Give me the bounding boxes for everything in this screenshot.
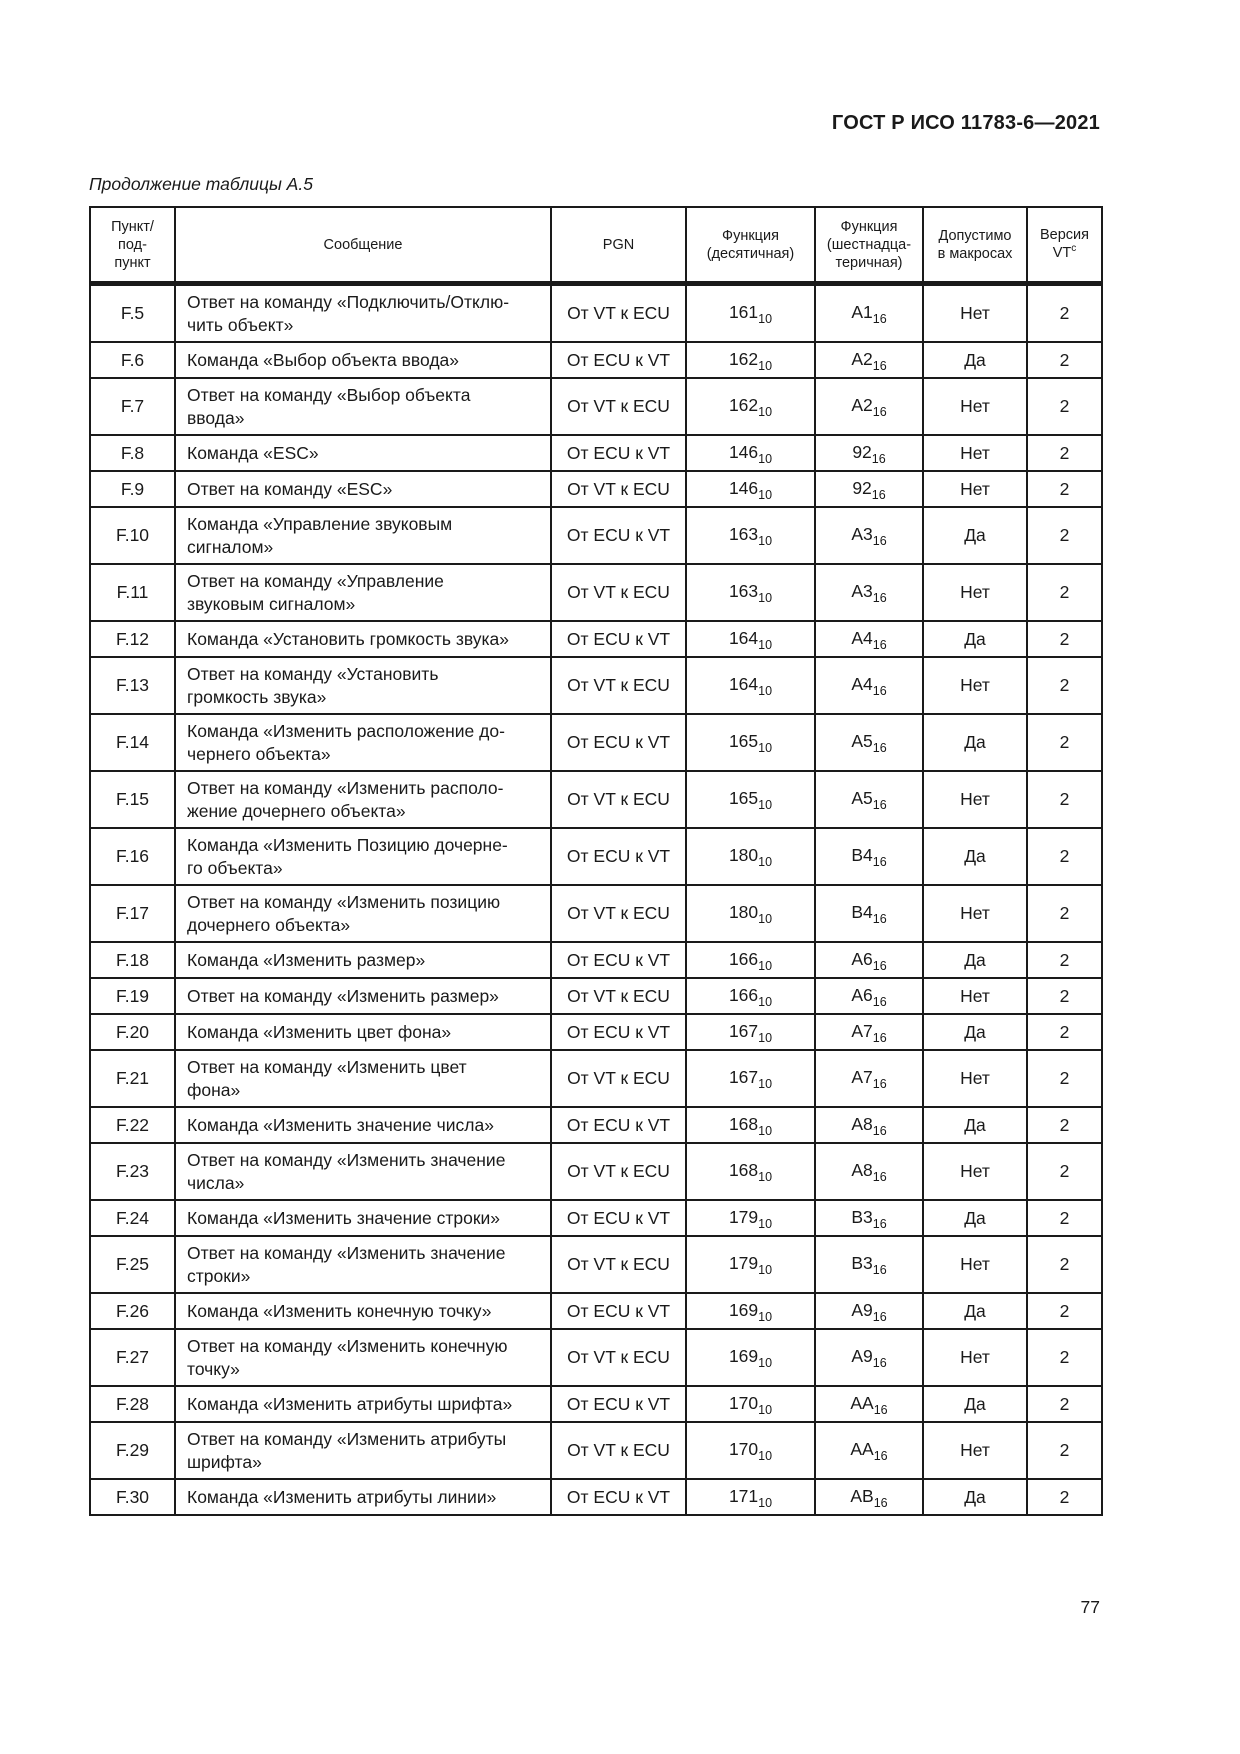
cell-function-hex: $A4_{16}$ — [815, 621, 923, 657]
cell-pgn: От ECU к VT — [551, 435, 686, 471]
cell-pgn: От ECU к VT — [551, 1014, 686, 1050]
cell-message: Ответ на команду «Подключить/Отклю- чить объект» — [175, 284, 551, 343]
cell-version: 2 — [1027, 342, 1102, 378]
cell-message: Ответ на команду «Изменить позицию дочернего объекта» — [175, 885, 551, 942]
cell-macro: Нет — [923, 378, 1027, 435]
cell-item: F.10 — [90, 507, 175, 564]
table-row — [90, 942, 1102, 978]
table-row — [90, 471, 1102, 507]
cell-function-hex: $A1_{16}$ — [815, 284, 923, 343]
cell-version: 2 — [1027, 771, 1102, 828]
cell-function-hex: $A7_{16}$ — [815, 1050, 923, 1107]
cell-item: F.24 — [90, 1200, 175, 1236]
cell-item: F.13 — [90, 657, 175, 714]
table-row — [90, 1479, 1102, 1515]
cell-message: Команда «Изменить атрибуты линии» — [175, 1479, 551, 1515]
cell-macro: Да — [923, 714, 1027, 771]
cell-pgn: От VT к ECU — [551, 978, 686, 1014]
cell-function-decimal: $164_{10}$ — [686, 657, 815, 714]
cell-function-hex: $B3_{16}$ — [815, 1200, 923, 1236]
table-row — [90, 1236, 1102, 1293]
table-row — [90, 1386, 1102, 1422]
cell-function-decimal: $179_{10}$ — [686, 1200, 815, 1236]
table-row — [90, 342, 1102, 378]
cell-pgn: От ECU к VT — [551, 1479, 686, 1515]
cell-item: F.26 — [90, 1293, 175, 1329]
table-row — [90, 771, 1102, 828]
cell-message: Ответ на команду «Изменить размер» — [175, 978, 551, 1014]
cell-pgn: От VT к ECU — [551, 1050, 686, 1107]
cell-pgn: От VT к ECU — [551, 657, 686, 714]
cell-function-hex: $A5_{16}$ — [815, 771, 923, 828]
cell-pgn: От VT к ECU — [551, 1329, 686, 1386]
cell-message: Ответ на команду «Выбор объекта ввода» — [175, 378, 551, 435]
cell-function-hex: $B4_{16}$ — [815, 885, 923, 942]
cell-function-decimal: $166_{10}$ — [686, 942, 815, 978]
cell-macro: Нет — [923, 657, 1027, 714]
cell-version: 2 — [1027, 1050, 1102, 1107]
cell-item: F.30 — [90, 1479, 175, 1515]
table-row — [90, 1107, 1102, 1143]
cell-macro: Нет — [923, 471, 1027, 507]
cell-message: Команда «Изменить цвет фона» — [175, 1014, 551, 1050]
table-row — [90, 1422, 1102, 1479]
cell-function-decimal: $165_{10}$ — [686, 771, 815, 828]
cell-macro: Нет — [923, 885, 1027, 942]
cell-message: Команда «ESC» — [175, 435, 551, 471]
cell-version: 2 — [1027, 564, 1102, 621]
cell-function-decimal: $180_{10}$ — [686, 828, 815, 885]
cell-item: F.5 — [90, 284, 175, 343]
cell-message: Команда «Изменить конечную точку» — [175, 1293, 551, 1329]
cell-macro: Нет — [923, 1329, 1027, 1386]
cell-message: Ответ на команду «Изменить располо- жение дочернего объекта» — [175, 771, 551, 828]
cell-pgn: От VT к ECU — [551, 564, 686, 621]
cell-message: Команда «Изменить размер» — [175, 942, 551, 978]
cell-pgn: От ECU к VT — [551, 1107, 686, 1143]
cell-function-decimal: $171_{10}$ — [686, 1479, 815, 1515]
cell-message: Ответ на команду «ESC» — [175, 471, 551, 507]
table-row — [90, 284, 1102, 343]
cell-version: 2 — [1027, 828, 1102, 885]
cell-macro: Да — [923, 1479, 1027, 1515]
cell-function-decimal: $169_{10}$ — [686, 1293, 815, 1329]
cell-item: F.8 — [90, 435, 175, 471]
cell-function-decimal: $146_{10}$ — [686, 471, 815, 507]
cell-version: 2 — [1027, 507, 1102, 564]
header-function-decimal: Функция (десятичная) — [686, 207, 815, 284]
header-item: Пункт/ под- пункт — [90, 207, 175, 284]
cell-function-hex: $AA_{16}$ — [815, 1422, 923, 1479]
cell-pgn: От VT к ECU — [551, 771, 686, 828]
header-message: Сообщение — [175, 207, 551, 284]
cell-function-decimal: $167_{10}$ — [686, 1050, 815, 1107]
cell-item: F.7 — [90, 378, 175, 435]
cell-message: Команда «Изменить Позицию дочерне- го объекта» — [175, 828, 551, 885]
table-row — [90, 657, 1102, 714]
cell-macro: Да — [923, 507, 1027, 564]
table-row — [90, 714, 1102, 771]
cell-pgn: От ECU к VT — [551, 1386, 686, 1422]
table-row — [90, 621, 1102, 657]
cell-version: 2 — [1027, 471, 1102, 507]
cell-function-decimal: $168_{10}$ — [686, 1107, 815, 1143]
cell-pgn: От VT к ECU — [551, 284, 686, 343]
cell-item: F.19 — [90, 978, 175, 1014]
cell-item: F.16 — [90, 828, 175, 885]
cell-function-hex: $A5_{16}$ — [815, 714, 923, 771]
table-body — [90, 284, 1102, 1516]
table-row — [90, 885, 1102, 942]
cell-function-decimal: $170_{10}$ — [686, 1386, 815, 1422]
cell-function-decimal: $179_{10}$ — [686, 1236, 815, 1293]
table-row — [90, 1293, 1102, 1329]
cell-pgn: От ECU к VT — [551, 1200, 686, 1236]
cell-function-hex: $92_{16}$ — [815, 435, 923, 471]
cell-item: F.18 — [90, 942, 175, 978]
cell-pgn: От VT к ECU — [551, 1236, 686, 1293]
cell-version: 2 — [1027, 885, 1102, 942]
cell-pgn: От ECU к VT — [551, 714, 686, 771]
cell-pgn: От ECU к VT — [551, 828, 686, 885]
cell-item: F.17 — [90, 885, 175, 942]
cell-macro: Нет — [923, 1050, 1027, 1107]
cell-function-hex: $A2_{16}$ — [815, 342, 923, 378]
cell-version: 2 — [1027, 621, 1102, 657]
cell-function-decimal: $163_{10}$ — [686, 507, 815, 564]
cell-item: F.23 — [90, 1143, 175, 1200]
cell-function-hex: $A2_{16}$ — [815, 378, 923, 435]
cell-message: Команда «Управление звуковым сигналом» — [175, 507, 551, 564]
table-row — [90, 378, 1102, 435]
cell-version: 2 — [1027, 714, 1102, 771]
header-version: Версия $VT^c$ — [1027, 207, 1102, 284]
cell-version: 2 — [1027, 978, 1102, 1014]
cell-version: 2 — [1027, 378, 1102, 435]
cell-item: F.20 — [90, 1014, 175, 1050]
cell-function-decimal: $169_{10}$ — [686, 1329, 815, 1386]
table-row — [90, 1143, 1102, 1200]
cell-version: 2 — [1027, 1236, 1102, 1293]
cell-item: F.9 — [90, 471, 175, 507]
cell-version: 2 — [1027, 1014, 1102, 1050]
cell-pgn: От VT к ECU — [551, 471, 686, 507]
cell-version: 2 — [1027, 1479, 1102, 1515]
cell-pgn: От VT к ECU — [551, 1143, 686, 1200]
cell-pgn: От VT к ECU — [551, 378, 686, 435]
cell-item: F.15 — [90, 771, 175, 828]
cell-item: F.6 — [90, 342, 175, 378]
cell-function-hex: $92_{16}$ — [815, 471, 923, 507]
cell-version: 2 — [1027, 657, 1102, 714]
cell-macro: Да — [923, 621, 1027, 657]
table-row — [90, 828, 1102, 885]
cell-function-decimal: $168_{10}$ — [686, 1143, 815, 1200]
cell-macro: Да — [923, 828, 1027, 885]
cell-item: F.21 — [90, 1050, 175, 1107]
document-code: ГОСТ Р ИСО 11783-6—2021 — [831, 112, 1100, 134]
cell-macro: Да — [923, 1293, 1027, 1329]
table-row — [90, 564, 1102, 621]
cell-version: 2 — [1027, 1422, 1102, 1479]
cell-version: 2 — [1027, 1107, 1102, 1143]
cell-function-hex: $A6_{16}$ — [815, 942, 923, 978]
cell-function-hex: $A8_{16}$ — [815, 1107, 923, 1143]
header-pgn: PGN — [551, 207, 686, 284]
cell-message: Ответ на команду «Установить громкость звука» — [175, 657, 551, 714]
cell-message: Команда «Выбор объекта ввода» — [175, 342, 551, 378]
cell-function-decimal: $161_{10}$ — [686, 284, 815, 343]
cell-macro: Да — [923, 942, 1027, 978]
cell-message: Ответ на команду «Изменить значение числа» — [175, 1143, 551, 1200]
cell-pgn: От ECU к VT — [551, 342, 686, 378]
header-function-hex: Функция (шестнадца- теричная) — [815, 207, 923, 284]
cell-message: Ответ на команду «Изменить атрибуты шрифта» — [175, 1422, 551, 1479]
cell-function-decimal: $162_{10}$ — [686, 378, 815, 435]
cell-macro: Нет — [923, 1236, 1027, 1293]
cell-version: 2 — [1027, 1143, 1102, 1200]
cell-pgn: От ECU к VT — [551, 507, 686, 564]
cell-function-hex: $A3_{16}$ — [815, 507, 923, 564]
cell-function-hex: $A6_{16}$ — [815, 978, 923, 1014]
cell-version: 2 — [1027, 942, 1102, 978]
cell-macro: Да — [923, 1386, 1027, 1422]
cell-pgn: От ECU к VT — [551, 621, 686, 657]
cell-message: Ответ на команду «Изменить значение строки» — [175, 1236, 551, 1293]
cell-function-hex: $A9_{16}$ — [815, 1329, 923, 1386]
cell-item: F.27 — [90, 1329, 175, 1386]
cell-macro: Нет — [923, 564, 1027, 621]
cell-message: Команда «Изменить расположение до- чернего объекта» — [175, 714, 551, 771]
page-number: 77 — [1080, 1597, 1100, 1617]
cell-version: 2 — [1027, 1293, 1102, 1329]
table-header-row — [90, 207, 1102, 284]
cell-item: F.12 — [90, 621, 175, 657]
cell-function-decimal: $167_{10}$ — [686, 1014, 815, 1050]
cell-pgn: От ECU к VT — [551, 942, 686, 978]
cell-macro: Нет — [923, 978, 1027, 1014]
cell-function-decimal: $164_{10}$ — [686, 621, 815, 657]
cell-function-hex: $AB_{16}$ — [815, 1479, 923, 1515]
cell-macro: Да — [923, 1200, 1027, 1236]
table-row — [90, 507, 1102, 564]
cell-item: F.28 — [90, 1386, 175, 1422]
cell-version: 2 — [1027, 435, 1102, 471]
cell-function-decimal: $170_{10}$ — [686, 1422, 815, 1479]
cell-pgn: От ECU к VT — [551, 1293, 686, 1329]
cell-message: Ответ на команду «Изменить цвет фона» — [175, 1050, 551, 1107]
cell-macro: Нет — [923, 1422, 1027, 1479]
cell-macro: Да — [923, 1107, 1027, 1143]
cell-item: F.11 — [90, 564, 175, 621]
cell-function-hex: $A3_{16}$ — [815, 564, 923, 621]
table-row — [90, 1050, 1102, 1107]
table-row — [90, 1200, 1102, 1236]
cell-pgn: От VT к ECU — [551, 1422, 686, 1479]
cell-version: 2 — [1027, 284, 1102, 343]
cell-macro: Нет — [923, 284, 1027, 343]
cell-version: 2 — [1027, 1329, 1102, 1386]
cell-function-hex: $AA_{16}$ — [815, 1386, 923, 1422]
cell-item: F.22 — [90, 1107, 175, 1143]
cell-item: F.29 — [90, 1422, 175, 1479]
cell-function-hex: $A4_{16}$ — [815, 657, 923, 714]
cell-macro: Да — [923, 1014, 1027, 1050]
cell-macro: Нет — [923, 771, 1027, 828]
cell-message: Ответ на команду «Изменить конечную точку» — [175, 1329, 551, 1386]
cell-function-hex: $B3_{16}$ — [815, 1236, 923, 1293]
cell-function-hex: $A8_{16}$ — [815, 1143, 923, 1200]
cell-pgn: От VT к ECU — [551, 885, 686, 942]
cell-function-decimal: $166_{10}$ — [686, 978, 815, 1014]
cell-message: Команда «Изменить значение строки» — [175, 1200, 551, 1236]
cell-function-hex: $A9_{16}$ — [815, 1293, 923, 1329]
cell-function-hex: $B4_{16}$ — [815, 828, 923, 885]
header-macro: Допустимо в макросах — [923, 207, 1027, 284]
cell-function-decimal: $165_{10}$ — [686, 714, 815, 771]
cell-message: Команда «Изменить значение числа» — [175, 1107, 551, 1143]
data-table — [89, 206, 1103, 1516]
table-row — [90, 978, 1102, 1014]
table-row — [90, 1014, 1102, 1050]
cell-macro: Да — [923, 342, 1027, 378]
cell-message: Ответ на команду «Управление звуковым сигналом» — [175, 564, 551, 621]
cell-macro: Нет — [923, 1143, 1027, 1200]
table-caption: Продолжение таблицы А.5 — [89, 174, 313, 194]
cell-message: Команда «Установить громкость звука» — [175, 621, 551, 657]
cell-version: 2 — [1027, 1386, 1102, 1422]
table-row — [90, 1329, 1102, 1386]
cell-macro: Нет — [923, 435, 1027, 471]
cell-item: F.14 — [90, 714, 175, 771]
cell-function-decimal: $146_{10}$ — [686, 435, 815, 471]
table-row — [90, 435, 1102, 471]
cell-function-decimal: $162_{10}$ — [686, 342, 815, 378]
cell-function-decimal: $180_{10}$ — [686, 885, 815, 942]
cell-function-decimal: $163_{10}$ — [686, 564, 815, 621]
cell-item: F.25 — [90, 1236, 175, 1293]
cell-message: Команда «Изменить атрибуты шрифта» — [175, 1386, 551, 1422]
cell-function-hex: $A7_{16}$ — [815, 1014, 923, 1050]
cell-version: 2 — [1027, 1200, 1102, 1236]
